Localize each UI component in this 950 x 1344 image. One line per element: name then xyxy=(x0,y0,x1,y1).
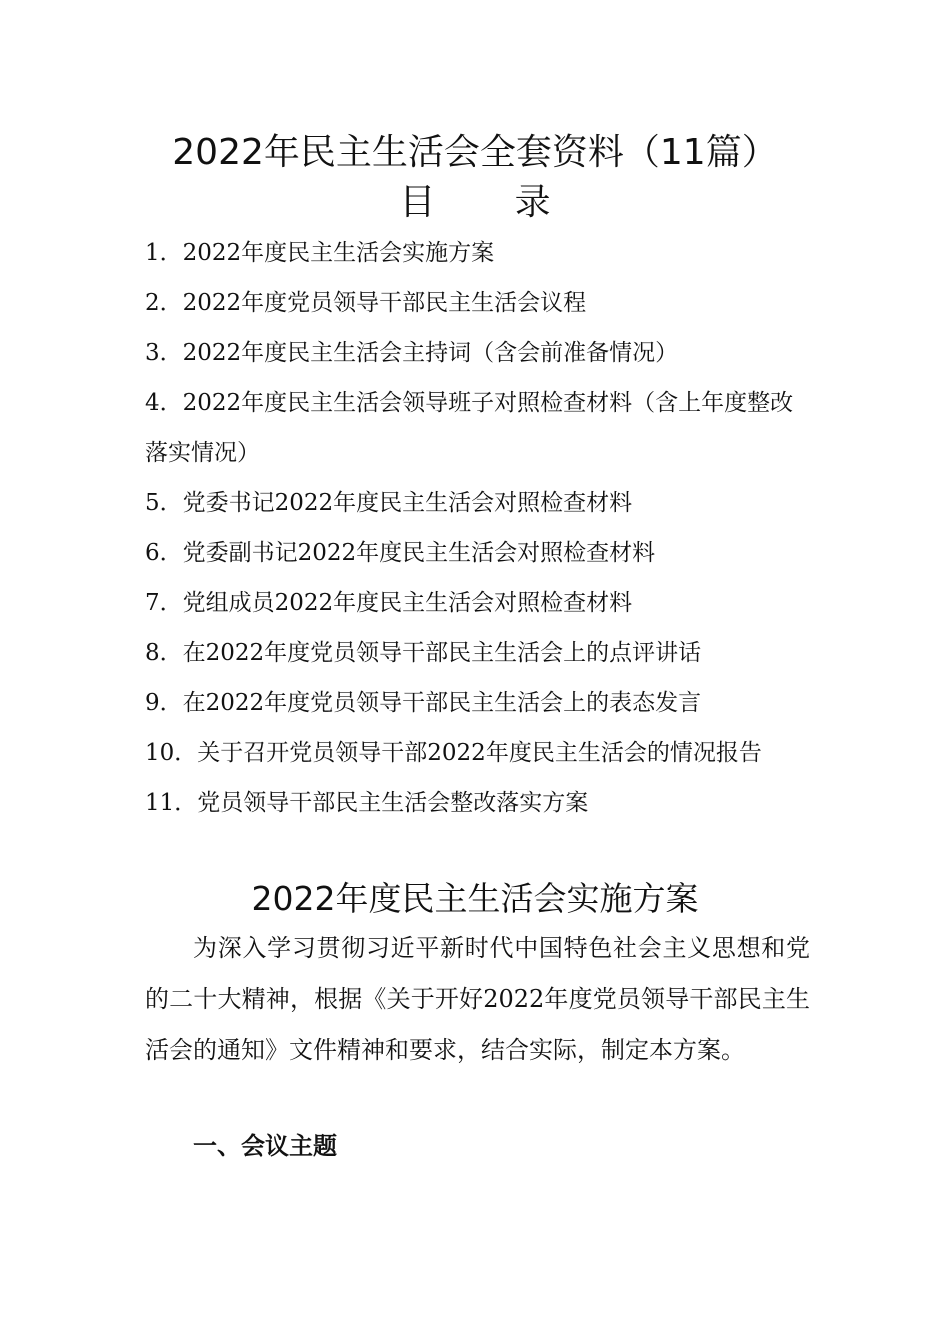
toc-heading: 目录 xyxy=(399,182,630,223)
toc-item[interactable] xyxy=(145,328,810,378)
toc-item-number: 9． xyxy=(145,690,183,716)
toc-item-text: 党委书记2022年度民主生活会对照检查材料 xyxy=(182,490,633,516)
toc-item-number: 7． xyxy=(145,590,183,616)
toc-item-number: 4． xyxy=(145,390,183,416)
toc-item-text: 关于召开党员领导干部2022年度民主生活会的情况报告 xyxy=(197,740,762,766)
toc-item[interactable] xyxy=(145,228,810,278)
toc-item-number: 3． xyxy=(145,340,183,366)
toc-item-number: 10． xyxy=(145,740,198,766)
toc-item[interactable] xyxy=(145,778,810,828)
toc-item[interactable] xyxy=(145,478,810,528)
toc-item-text: 党组成员2022年度民主生活会对照检查材料 xyxy=(182,590,633,616)
section-title: 2022年度民主生活会实施方案 xyxy=(251,879,699,918)
toc-item-text: 2022年度党员领导干部民主生活会议程 xyxy=(182,290,587,316)
toc-item[interactable] xyxy=(145,378,810,478)
toc-item-number: 11． xyxy=(145,790,198,816)
intro-paragraph: 为深入学习贯彻习近平新时代中国特色社会主义思想和党的二十大精神，根据《关于开好2022年度党员领导干部民主生活会的通知》文件精神和要求，结合实际，制定本方案。 xyxy=(145,934,810,1064)
toc-item[interactable] xyxy=(145,278,810,328)
toc-item-number: 6． xyxy=(145,540,183,566)
subheading-meeting-theme: 一、会议主题 xyxy=(193,1132,337,1160)
toc-item-number: 5． xyxy=(145,490,183,516)
toc-item-text: 2022年度民主生活会实施方案 xyxy=(182,240,495,266)
toc-item-text: 在2022年度党员领导干部民主生活会上的表态发言 xyxy=(182,690,702,716)
toc-item[interactable] xyxy=(145,628,810,678)
document-title: 2022年民主生活会全套资料（11篇） xyxy=(172,132,778,173)
toc-item[interactable] xyxy=(145,578,810,628)
toc-item[interactable] xyxy=(145,728,810,778)
toc-item[interactable] xyxy=(145,678,810,728)
toc-item-text: 党委副书记2022年度民主生活会对照检查材料 xyxy=(182,540,656,566)
toc-item-number: 8． xyxy=(145,640,183,666)
toc-item[interactable] xyxy=(145,528,810,578)
toc-item-number: 1． xyxy=(145,240,183,266)
toc-item-text: 2022年度民主生活会主持词（含会前准备情况） xyxy=(182,340,679,366)
toc-item-number: 2． xyxy=(145,290,183,316)
toc-item-text: 2022年度民主生活会领导班子对照检查材料（含上年度整改落实情况） xyxy=(145,390,794,466)
toc-item-text: 党员领导干部民主生活会整改落实方案 xyxy=(197,790,589,816)
table-of-contents xyxy=(145,228,810,828)
toc-item-text: 在2022年度党员领导干部民主生活会上的点评讲话 xyxy=(182,640,702,666)
